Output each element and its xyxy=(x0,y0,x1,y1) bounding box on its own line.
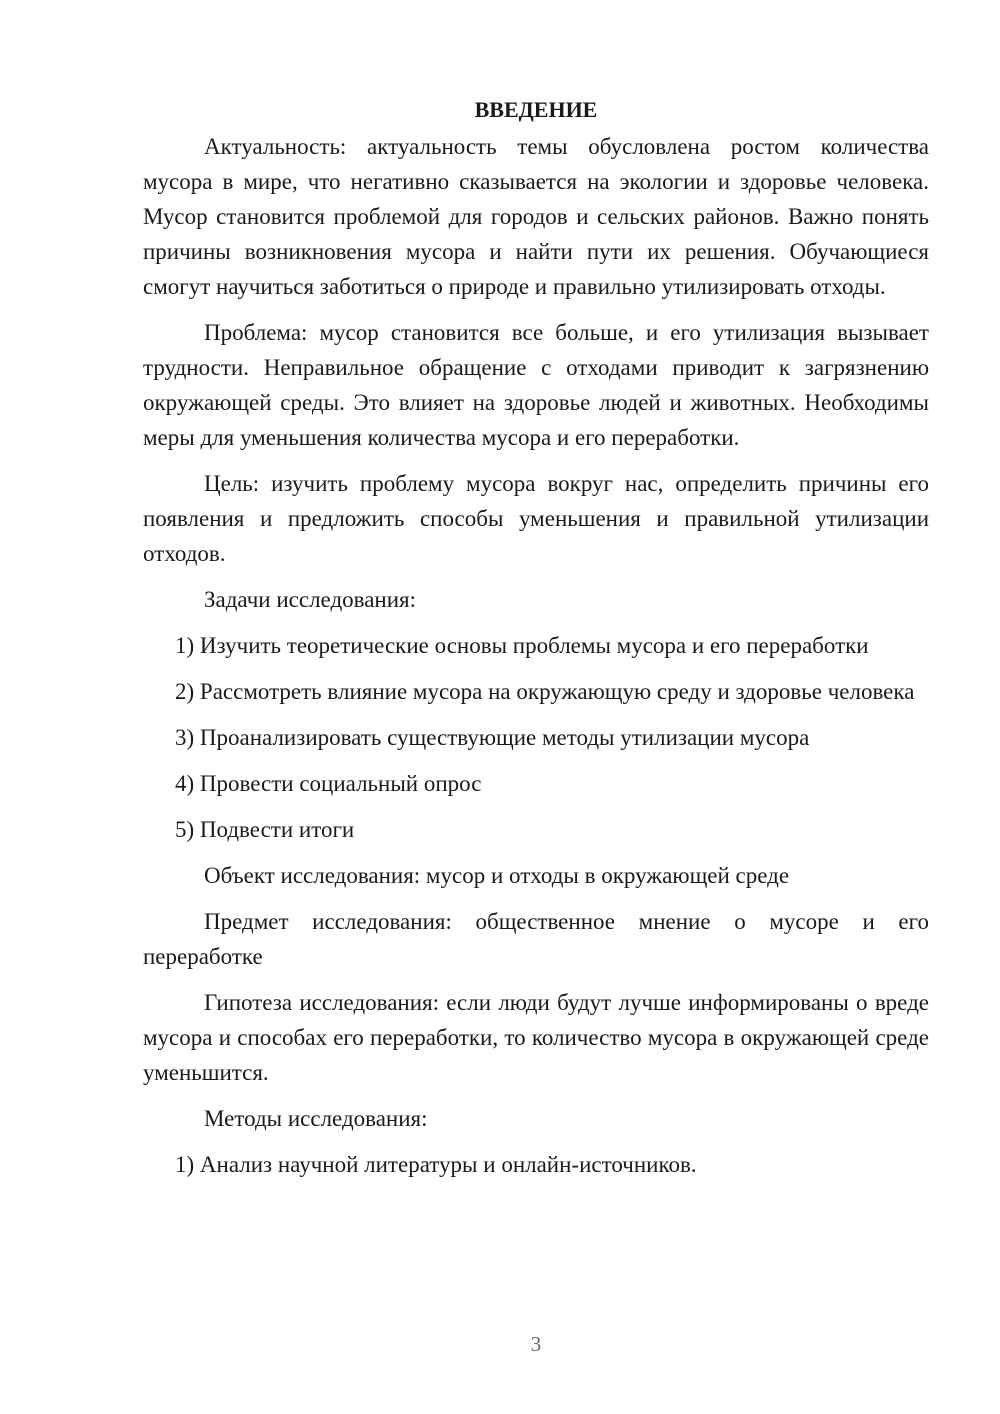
task-item-1: 1) Изучить теоретические основы проблемы мусора и его переработки xyxy=(175,633,869,658)
methods-heading: Методы исследования: xyxy=(204,1106,428,1131)
task-item-5: 5) Подвести итоги xyxy=(175,817,355,842)
paragraph-relevance: Актуальность: актуальность темы обусловлена ростом количества мусора в мире, что негативно сказывается на экологии и здоровье человека. Мусор становится проблемой для городов и сельских районов. Важно понять причины возникновения мусора и найти пути их решения. Обучающиеся смогут научиться заботиться о природе и правильно утилизировать отходы. xyxy=(143,134,929,299)
paragraph-hypothesis: Гипотеза исследования: если люди будут лучше информированы о вреде мусора и способах его переработки, то количество мусора в окружающей среде уменьшится. xyxy=(143,990,929,1085)
task-item-2: 2) Рассмотреть влияние мусора на окружающую среду и здоровье человека xyxy=(175,679,915,704)
page-title: ВВЕДЕНИЕ xyxy=(474,97,598,122)
paragraph-problem: Проблема: мусор становится все больше, и его утилизация вызывает трудности. Неправильное обращение с отходами приводит к загрязнению окружающей среды. Это влияет на здоровье людей и животных. Необходимы меры для уменьшения количества мусора и его переработки. xyxy=(143,320,929,450)
paragraph-goal: Цель: изучить проблему мусора вокруг нас, определить причины его появления и предложить способы уменьшения и правильной утилизации отходов. xyxy=(143,471,929,566)
task-item-3: 3) Проанализировать существующие методы утилизации мусора xyxy=(175,725,810,750)
method-item-1: 1) Анализ научной литературы и онлайн-источников. xyxy=(175,1152,697,1177)
page-number: 3 xyxy=(530,1332,542,1356)
task-item-4: 4) Провести социальный опрос xyxy=(175,771,482,796)
paragraph-subject: Предмет исследования: общественное мнение о мусоре и его переработке xyxy=(143,909,929,969)
tasks-heading: Задачи исследования: xyxy=(204,587,417,612)
paragraph-object: Объект исследования: мусор и отходы в окружающей среде xyxy=(204,863,790,888)
document-page xyxy=(143,92,929,1193)
